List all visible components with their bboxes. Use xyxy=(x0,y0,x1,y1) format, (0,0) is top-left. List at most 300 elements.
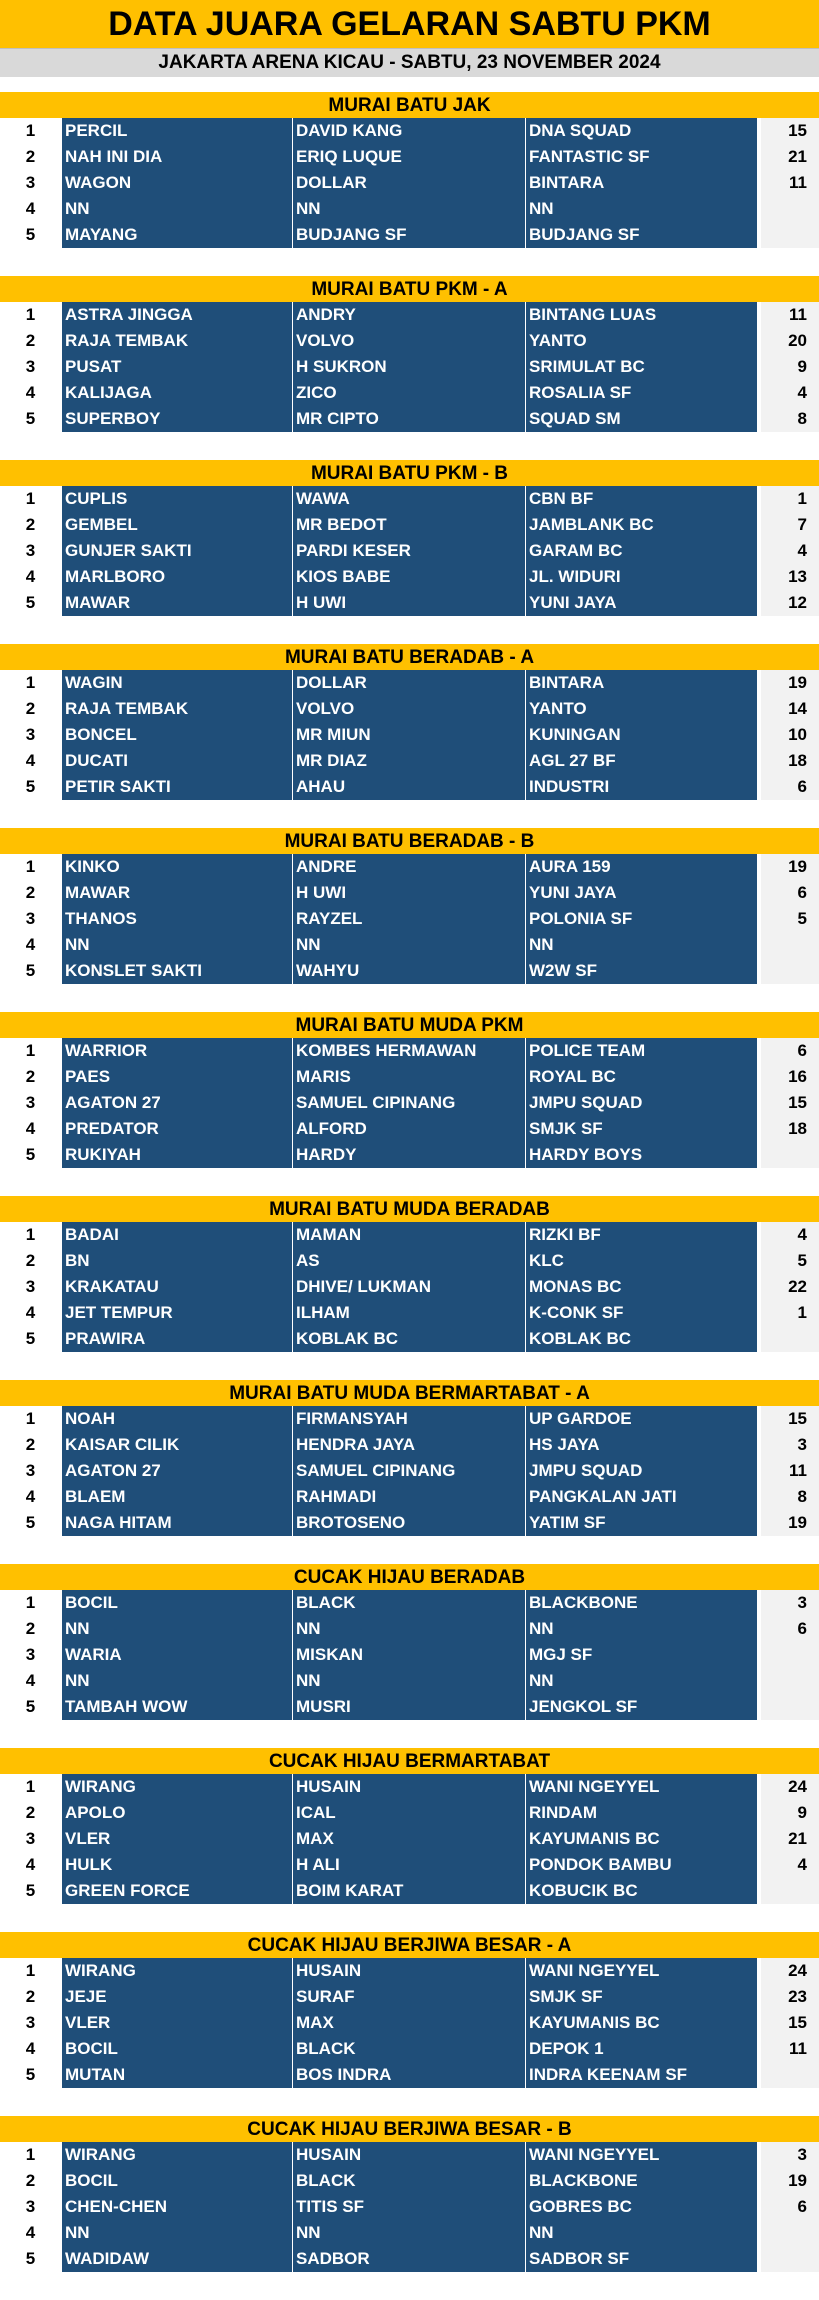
rank-cell: 5 xyxy=(0,2062,61,2088)
owner-cell: DAVID KANG xyxy=(292,118,525,144)
owner-cell: HENDRA JAYA xyxy=(292,1432,525,1458)
bird-name-cell: TAMBAH WOW xyxy=(61,1694,292,1720)
owner-cell: NN xyxy=(292,196,525,222)
rank-cell: 4 xyxy=(0,748,61,774)
result-row xyxy=(0,696,819,722)
category-header: MURAI BATU BERADAB - A xyxy=(0,644,819,670)
section-gap xyxy=(0,984,819,1010)
team-cell: SQUAD SM xyxy=(525,406,757,432)
owner-cell: SAMUEL CIPINANG xyxy=(292,1458,525,1484)
result-row xyxy=(0,1484,819,1510)
rank-cell: 2 xyxy=(0,1432,61,1458)
owner-cell: ALFORD xyxy=(292,1116,525,1142)
result-row xyxy=(0,302,819,328)
owner-cell: MR CIPTO xyxy=(292,406,525,432)
bird-name-cell: RAJA TEMBAK xyxy=(61,328,292,354)
category-section xyxy=(0,1564,819,1748)
owner-cell: HUSAIN xyxy=(292,1958,525,1984)
team-cell: MONAS BC xyxy=(525,1274,757,1300)
rank-cell: 5 xyxy=(0,1326,61,1352)
bird-name-cell: APOLO xyxy=(61,1800,292,1826)
result-row xyxy=(0,2220,819,2246)
result-row xyxy=(0,2010,819,2036)
result-row xyxy=(0,590,819,616)
result-row xyxy=(0,958,819,984)
bird-name-cell: AGATON 27 xyxy=(61,1458,292,1484)
score-cell: 8 xyxy=(761,1484,819,1510)
section-gap xyxy=(0,1720,819,1746)
team-cell: AURA 159 xyxy=(525,854,757,880)
bird-name-cell: VLER xyxy=(61,1826,292,1852)
result-row xyxy=(0,1406,819,1432)
team-cell: K-CONK SF xyxy=(525,1300,757,1326)
page-subtitle: JAKARTA ARENA KICAU - SABTU, 23 NOVEMBER 2024 xyxy=(0,49,819,77)
result-row xyxy=(0,380,819,406)
team-cell: KOBLAK BC xyxy=(525,1326,757,1352)
score-cell: 12 xyxy=(761,590,819,616)
score-cell: 11 xyxy=(761,1458,819,1484)
team-cell: YANTO xyxy=(525,696,757,722)
score-cell: 6 xyxy=(761,880,819,906)
team-cell: DNA SQUAD xyxy=(525,118,757,144)
owner-cell: MR DIAZ xyxy=(292,748,525,774)
result-row xyxy=(0,1038,819,1064)
owner-cell: AS xyxy=(292,1248,525,1274)
score-cell: 4 xyxy=(761,1222,819,1248)
bird-name-cell: THANOS xyxy=(61,906,292,932)
team-cell: WANI NGEYYEL xyxy=(525,1958,757,1984)
result-row xyxy=(0,512,819,538)
score-cell: 6 xyxy=(761,1616,819,1642)
bird-name-cell: ASTRA JINGGA xyxy=(61,302,292,328)
bird-name-cell: BOCIL xyxy=(61,2036,292,2062)
category-section xyxy=(0,1932,819,2116)
rank-cell: 3 xyxy=(0,1090,61,1116)
bird-name-cell: BOCIL xyxy=(61,1590,292,1616)
owner-cell: SAMUEL CIPINANG xyxy=(292,1090,525,1116)
result-row xyxy=(0,1064,819,1090)
result-row xyxy=(0,354,819,380)
category-header: MURAI BATU JAK xyxy=(0,92,819,118)
rank-cell: 1 xyxy=(0,1406,61,1432)
score-cell: 19 xyxy=(761,854,819,880)
result-row xyxy=(0,774,819,800)
owner-cell: HARDY xyxy=(292,1142,525,1168)
rank-cell: 3 xyxy=(0,170,61,196)
score-cell xyxy=(761,1642,819,1668)
owner-cell: VOLVO xyxy=(292,696,525,722)
team-cell: YUNI JAYA xyxy=(525,880,757,906)
result-row xyxy=(0,2142,819,2168)
score-cell: 4 xyxy=(761,380,819,406)
bird-name-cell: CHEN-CHEN xyxy=(61,2194,292,2220)
owner-cell: WAWA xyxy=(292,486,525,512)
owner-cell: DOLLAR xyxy=(292,670,525,696)
score-cell xyxy=(761,958,819,984)
team-cell: BLACKBONE xyxy=(525,2168,757,2194)
score-cell: 9 xyxy=(761,1800,819,1826)
rank-cell: 3 xyxy=(0,722,61,748)
score-cell: 3 xyxy=(761,2142,819,2168)
bird-name-cell: WARRIOR xyxy=(61,1038,292,1064)
rank-cell: 4 xyxy=(0,380,61,406)
team-cell: SMJK SF xyxy=(525,1984,757,2010)
team-cell: POLICE TEAM xyxy=(525,1038,757,1064)
team-cell: POLONIA SF xyxy=(525,906,757,932)
category-section xyxy=(0,276,819,460)
result-row xyxy=(0,196,819,222)
team-cell: CBN BF xyxy=(525,486,757,512)
category-header: CUCAK HIJAU BERMARTABAT xyxy=(0,1748,819,1774)
rank-cell: 1 xyxy=(0,1038,61,1064)
rank-cell: 4 xyxy=(0,1300,61,1326)
owner-cell: VOLVO xyxy=(292,328,525,354)
result-row xyxy=(0,1984,819,2010)
bird-name-cell: MUTAN xyxy=(61,2062,292,2088)
bird-name-cell: BN xyxy=(61,1248,292,1274)
bird-name-cell: BLAEM xyxy=(61,1484,292,1510)
score-cell: 18 xyxy=(761,748,819,774)
rank-cell: 5 xyxy=(0,1878,61,1904)
result-row xyxy=(0,1694,819,1720)
team-cell: W2W SF xyxy=(525,958,757,984)
score-cell: 3 xyxy=(761,1432,819,1458)
section-gap xyxy=(0,1536,819,1562)
owner-cell: NN xyxy=(292,932,525,958)
score-cell xyxy=(761,1142,819,1168)
owner-cell: NN xyxy=(292,1616,525,1642)
owner-cell: FIRMANSYAH xyxy=(292,1406,525,1432)
result-row xyxy=(0,1274,819,1300)
result-row xyxy=(0,538,819,564)
score-cell: 4 xyxy=(761,538,819,564)
result-row xyxy=(0,722,819,748)
owner-cell: PARDI KESER xyxy=(292,538,525,564)
rank-cell: 2 xyxy=(0,2168,61,2194)
rank-cell: 1 xyxy=(0,302,61,328)
rank-cell: 5 xyxy=(0,222,61,248)
owner-cell: WAHYU xyxy=(292,958,525,984)
rank-cell: 4 xyxy=(0,1484,61,1510)
score-cell: 6 xyxy=(761,1038,819,1064)
owner-cell: TITIS SF xyxy=(292,2194,525,2220)
results-list xyxy=(0,92,819,2300)
result-row xyxy=(0,1142,819,1168)
rank-cell: 2 xyxy=(0,512,61,538)
result-row xyxy=(0,880,819,906)
owner-cell: NN xyxy=(292,2220,525,2246)
score-cell: 3 xyxy=(761,1590,819,1616)
bird-name-cell: KAISAR CILIK xyxy=(61,1432,292,1458)
rank-cell: 1 xyxy=(0,486,61,512)
score-cell: 21 xyxy=(761,144,819,170)
team-cell: YATIM SF xyxy=(525,1510,757,1536)
category-section xyxy=(0,1012,819,1196)
result-row xyxy=(0,564,819,590)
team-cell: BINTARA xyxy=(525,170,757,196)
bird-name-cell: NN xyxy=(61,932,292,958)
category-header: CUCAK HIJAU BERADAB xyxy=(0,1564,819,1590)
bird-name-cell: GUNJER SAKTI xyxy=(61,538,292,564)
owner-cell: ANDRE xyxy=(292,854,525,880)
result-row xyxy=(0,328,819,354)
bird-name-cell: KALIJAGA xyxy=(61,380,292,406)
bird-name-cell: MAWAR xyxy=(61,880,292,906)
team-cell: KAYUMANIS BC xyxy=(525,2010,757,2036)
team-cell: NN xyxy=(525,1616,757,1642)
team-cell: KUNINGAN xyxy=(525,722,757,748)
owner-cell: RAYZEL xyxy=(292,906,525,932)
score-cell xyxy=(761,1326,819,1352)
owner-cell: DOLLAR xyxy=(292,170,525,196)
bird-name-cell: GREEN FORCE xyxy=(61,1878,292,1904)
section-gap xyxy=(0,2088,819,2114)
team-cell: NN xyxy=(525,196,757,222)
result-row xyxy=(0,1852,819,1878)
category-header: MURAI BATU MUDA PKM xyxy=(0,1012,819,1038)
bird-name-cell: NAGA HITAM xyxy=(61,1510,292,1536)
rank-cell: 3 xyxy=(0,1458,61,1484)
bird-name-cell: VLER xyxy=(61,2010,292,2036)
owner-cell: KOBLAK BC xyxy=(292,1326,525,1352)
owner-cell: AHAU xyxy=(292,774,525,800)
rank-cell: 2 xyxy=(0,1064,61,1090)
score-cell: 6 xyxy=(761,2194,819,2220)
bird-name-cell: KONSLET SAKTI xyxy=(61,958,292,984)
bird-name-cell: NAH INI DIA xyxy=(61,144,292,170)
rank-cell: 5 xyxy=(0,1510,61,1536)
result-row xyxy=(0,1300,819,1326)
team-cell: MGJ SF xyxy=(525,1642,757,1668)
section-gap xyxy=(0,1168,819,1194)
owner-cell: MAMAN xyxy=(292,1222,525,1248)
bird-name-cell: BONCEL xyxy=(61,722,292,748)
rank-cell: 5 xyxy=(0,2246,61,2272)
team-cell: WANI NGEYYEL xyxy=(525,1774,757,1800)
team-cell: PONDOK BAMBU xyxy=(525,1852,757,1878)
owner-cell: H UWI xyxy=(292,880,525,906)
result-row xyxy=(0,170,819,196)
result-row xyxy=(0,1590,819,1616)
score-cell: 5 xyxy=(761,1248,819,1274)
bird-name-cell: NN xyxy=(61,1616,292,1642)
bird-name-cell: KRAKATAU xyxy=(61,1274,292,1300)
score-cell: 20 xyxy=(761,328,819,354)
result-row xyxy=(0,1326,819,1352)
rank-cell: 5 xyxy=(0,406,61,432)
team-cell: BLACKBONE xyxy=(525,1590,757,1616)
rank-cell: 5 xyxy=(0,958,61,984)
team-cell: ROSALIA SF xyxy=(525,380,757,406)
owner-cell: NN xyxy=(292,1668,525,1694)
result-row xyxy=(0,1090,819,1116)
category-section xyxy=(0,92,819,276)
category-header: MURAI BATU BERADAB - B xyxy=(0,828,819,854)
team-cell: JMPU SQUAD xyxy=(525,1090,757,1116)
result-row xyxy=(0,854,819,880)
team-cell: YUNI JAYA xyxy=(525,590,757,616)
score-cell: 10 xyxy=(761,722,819,748)
score-cell: 23 xyxy=(761,1984,819,2010)
score-cell: 5 xyxy=(761,906,819,932)
team-cell: JL. WIDURI xyxy=(525,564,757,590)
rank-cell: 3 xyxy=(0,354,61,380)
team-cell: NN xyxy=(525,932,757,958)
owner-cell: ANDRY xyxy=(292,302,525,328)
team-cell: BINTARA xyxy=(525,670,757,696)
bird-name-cell: PUSAT xyxy=(61,354,292,380)
result-row xyxy=(0,1958,819,1984)
team-cell: YANTO xyxy=(525,328,757,354)
owner-cell: MAX xyxy=(292,1826,525,1852)
score-cell: 6 xyxy=(761,774,819,800)
category-section xyxy=(0,1748,819,1932)
bird-name-cell: WAGIN xyxy=(61,670,292,696)
bird-name-cell: WADIDAW xyxy=(61,2246,292,2272)
result-row xyxy=(0,906,819,932)
team-cell: JAMBLANK BC xyxy=(525,512,757,538)
result-row xyxy=(0,1222,819,1248)
owner-cell: MARIS xyxy=(292,1064,525,1090)
owner-cell: KIOS BABE xyxy=(292,564,525,590)
bird-name-cell: WAGON xyxy=(61,170,292,196)
rank-cell: 1 xyxy=(0,1774,61,1800)
owner-cell: MAX xyxy=(292,2010,525,2036)
bird-name-cell: AGATON 27 xyxy=(61,1090,292,1116)
result-row xyxy=(0,1642,819,1668)
score-cell: 13 xyxy=(761,564,819,590)
rank-cell: 4 xyxy=(0,1116,61,1142)
owner-cell: ILHAM xyxy=(292,1300,525,1326)
score-cell: 24 xyxy=(761,1958,819,1984)
team-cell: FANTASTIC SF xyxy=(525,144,757,170)
bird-name-cell: MAWAR xyxy=(61,590,292,616)
team-cell: SMJK SF xyxy=(525,1116,757,1142)
rank-cell: 3 xyxy=(0,906,61,932)
section-gap xyxy=(0,2272,819,2298)
bird-name-cell: NN xyxy=(61,196,292,222)
rank-cell: 1 xyxy=(0,1222,61,1248)
team-cell: SRIMULAT BC xyxy=(525,354,757,380)
owner-cell: ICAL xyxy=(292,1800,525,1826)
score-cell: 7 xyxy=(761,512,819,538)
rank-cell: 4 xyxy=(0,932,61,958)
score-cell xyxy=(761,196,819,222)
bird-name-cell: NN xyxy=(61,1668,292,1694)
category-header: MURAI BATU MUDA BERMARTABAT - A xyxy=(0,1380,819,1406)
team-cell: NN xyxy=(525,2220,757,2246)
rank-cell: 1 xyxy=(0,670,61,696)
score-cell: 18 xyxy=(761,1116,819,1142)
section-gap xyxy=(0,248,819,274)
score-cell: 19 xyxy=(761,2168,819,2194)
team-cell: JMPU SQUAD xyxy=(525,1458,757,1484)
score-cell: 1 xyxy=(761,486,819,512)
bird-name-cell: RUKIYAH xyxy=(61,1142,292,1168)
rank-cell: 2 xyxy=(0,880,61,906)
rank-cell: 4 xyxy=(0,564,61,590)
owner-cell: BLACK xyxy=(292,2036,525,2062)
owner-cell: BUDJANG SF xyxy=(292,222,525,248)
rank-cell: 2 xyxy=(0,1248,61,1274)
rank-cell: 4 xyxy=(0,1852,61,1878)
result-row xyxy=(0,2168,819,2194)
owner-cell: H ALI xyxy=(292,1852,525,1878)
bird-name-cell: KINKO xyxy=(61,854,292,880)
score-cell xyxy=(761,2246,819,2272)
owner-cell: MISKAN xyxy=(292,1642,525,1668)
top-spacer xyxy=(0,77,819,92)
owner-cell: DHIVE/ LUKMAN xyxy=(292,1274,525,1300)
score-cell: 24 xyxy=(761,1774,819,1800)
result-row xyxy=(0,1800,819,1826)
team-cell: GARAM BC xyxy=(525,538,757,564)
result-row xyxy=(0,1432,819,1458)
rank-cell: 3 xyxy=(0,2194,61,2220)
rank-cell: 1 xyxy=(0,1958,61,1984)
team-cell: RIZKI BF xyxy=(525,1222,757,1248)
result-row xyxy=(0,748,819,774)
result-row xyxy=(0,670,819,696)
rank-cell: 2 xyxy=(0,1616,61,1642)
bird-name-cell: WIRANG xyxy=(61,1958,292,1984)
rank-cell: 1 xyxy=(0,118,61,144)
score-cell: 21 xyxy=(761,1826,819,1852)
team-cell: BUDJANG SF xyxy=(525,222,757,248)
rank-cell: 3 xyxy=(0,2010,61,2036)
owner-cell: HUSAIN xyxy=(292,1774,525,1800)
rank-cell: 4 xyxy=(0,196,61,222)
bird-name-cell: PRAWIRA xyxy=(61,1326,292,1352)
bird-name-cell: WIRANG xyxy=(61,2142,292,2168)
result-row xyxy=(0,1116,819,1142)
team-cell: GOBRES BC xyxy=(525,2194,757,2220)
owner-cell: HUSAIN xyxy=(292,2142,525,2168)
result-row xyxy=(0,1668,819,1694)
result-row xyxy=(0,406,819,432)
bird-name-cell: MAYANG xyxy=(61,222,292,248)
score-cell xyxy=(761,2220,819,2246)
team-cell: DEPOK 1 xyxy=(525,2036,757,2062)
bird-name-cell: PETIR SAKTI xyxy=(61,774,292,800)
team-cell: RINDAM xyxy=(525,1800,757,1826)
bird-name-cell: PERCIL xyxy=(61,118,292,144)
team-cell: AGL 27 BF xyxy=(525,748,757,774)
bird-name-cell: CUPLIS xyxy=(61,486,292,512)
team-cell: ROYAL BC xyxy=(525,1064,757,1090)
bird-name-cell: RAJA TEMBAK xyxy=(61,696,292,722)
owner-cell: BLACK xyxy=(292,1590,525,1616)
rank-cell: 3 xyxy=(0,1274,61,1300)
result-row xyxy=(0,2194,819,2220)
category-section xyxy=(0,828,819,1012)
bird-name-cell: SUPERBOY xyxy=(61,406,292,432)
page-title: DATA JUARA GELARAN SABTU PKM xyxy=(0,0,819,49)
score-cell: 16 xyxy=(761,1064,819,1090)
section-gap xyxy=(0,800,819,826)
score-cell xyxy=(761,222,819,248)
rank-cell: 2 xyxy=(0,1984,61,2010)
rank-cell: 4 xyxy=(0,2220,61,2246)
category-section xyxy=(0,460,819,644)
owner-cell: MUSRI xyxy=(292,1694,525,1720)
rank-cell: 4 xyxy=(0,2036,61,2062)
result-row xyxy=(0,222,819,248)
rank-cell: 2 xyxy=(0,1800,61,1826)
team-cell: HARDY BOYS xyxy=(525,1142,757,1168)
rank-cell: 5 xyxy=(0,1142,61,1168)
bird-name-cell: PAES xyxy=(61,1064,292,1090)
